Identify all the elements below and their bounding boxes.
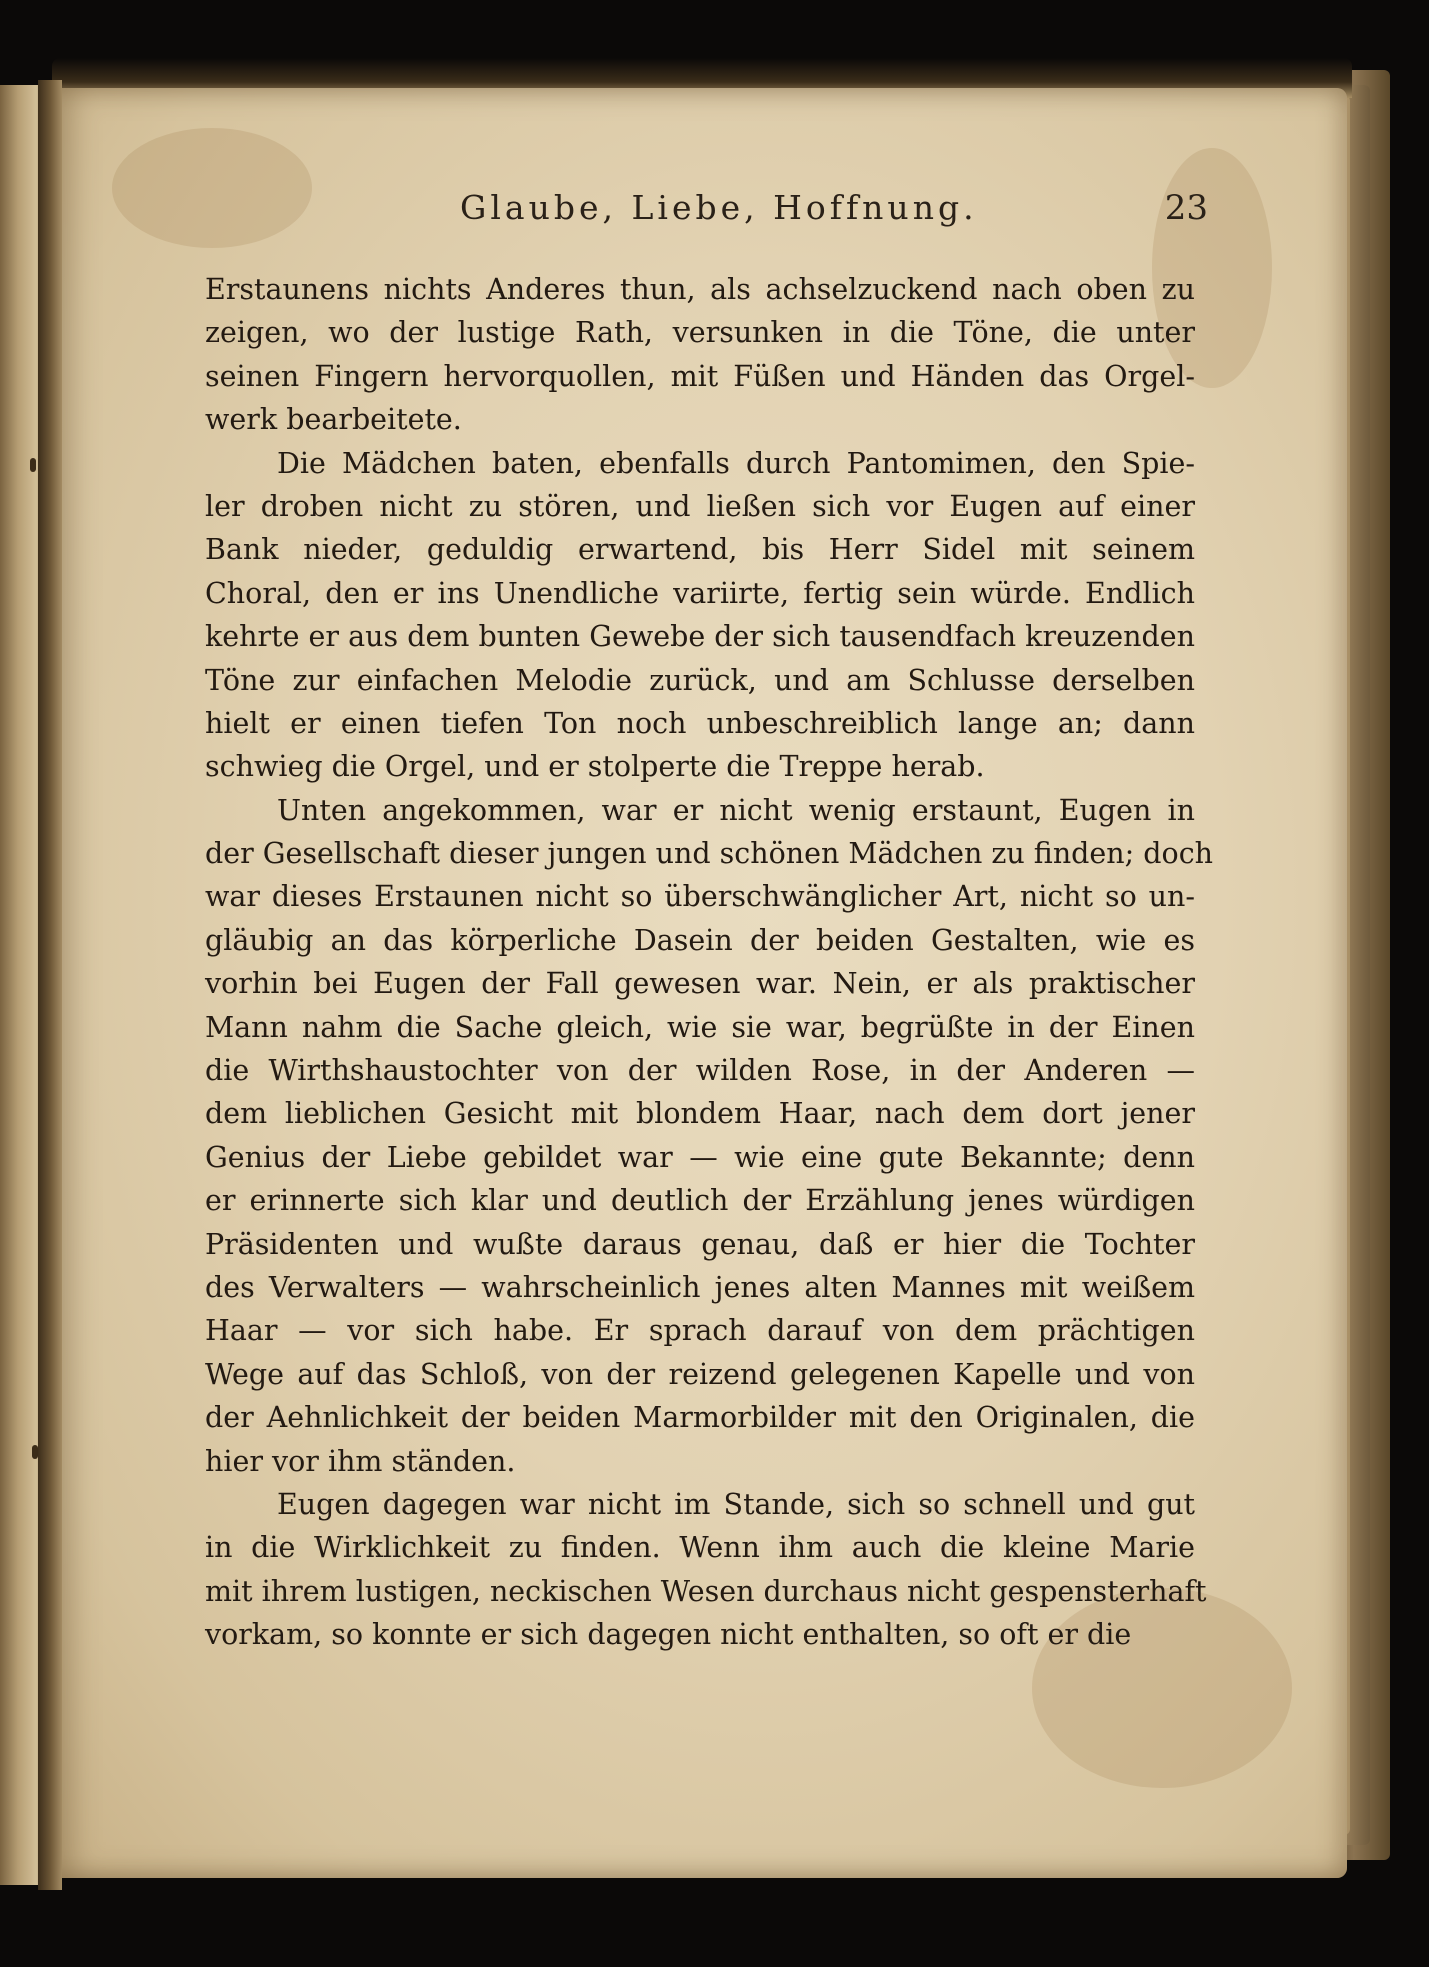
text-line: Erstaunens nichts Anderes thun, als achselzuckend nach oben zu [205, 273, 1195, 306]
text-line: Unten angekommen, war er nicht wenig erstaunt, Eugen in [277, 793, 1195, 827]
book-gutter [38, 80, 62, 1890]
running-title: Glaube, Liebe, Hoffnung. [460, 188, 978, 227]
text-line: Wege auf das Schloß, von der reizend gelegenen Kapelle und von [205, 1357, 1195, 1391]
text-line: Haar — vor sich habe. Er sprach darauf von dem prächtigen [205, 1314, 1195, 1348]
text-line: ler droben nicht zu stören, und ließen sich vor Eugen auf einer [205, 489, 1195, 523]
text-line: Mann nahm die Sache gleich, wie sie war, begrüßte in der Einen [205, 1010, 1195, 1044]
text-line: Genius der Liebe gebildet war — wie eine gute Bekannte; denn [205, 1140, 1195, 1174]
text-line: Bank nieder, geduldig erwartend, bis Herr Sidel mit seinem [205, 533, 1195, 567]
text-line: hier vor ihm ständen. [205, 1444, 516, 1478]
paragraph [205, 789, 1214, 1483]
text-line: vorkam, so konnte er sich dagegen nicht enthalten, so oft er die [205, 1618, 1132, 1652]
text-line: der Aehnlichkeit der beiden Marmorbilder mit den Originalen, die [205, 1401, 1195, 1435]
text-line: kehrte er aus dem bunten Gewebe der sich tausendfach kreuzenden [205, 620, 1195, 654]
text-line: schwieg die Orgel, und er stolperte die Treppe herab. [205, 750, 985, 784]
text-line: seinen Fingern hervorquollen, mit Füßen und Händen das Orgel- [205, 359, 1195, 393]
paragraph [205, 442, 1195, 789]
text-line: der Gesellschaft dieser jungen und schönen Mädchen zu finden; doch [205, 837, 1214, 871]
text-line: die Wirthshaustochter von der wilden Rose, in der Anderen — [205, 1054, 1195, 1088]
text-line: Eugen dagegen war nicht im Stande, sich so schnell und gut [277, 1487, 1195, 1521]
text-line: in die Wirklichkeit zu finden. Wenn ihm auch die kleine Marie [205, 1531, 1195, 1565]
text-line: er erinnerte sich klar und deutlich der Erzählung jenes würdigen [205, 1184, 1195, 1218]
binding-mark [30, 458, 36, 472]
text-line: Die Mädchen baten, ebenfalls durch Pantomimen, den Spie- [277, 446, 1195, 480]
text-line: Töne zur einfachen Melodie zurück, und am Schlusse derselben [205, 663, 1195, 697]
binding-mark [32, 1445, 38, 1459]
text-line: vorhin bei Eugen der Fall gewesen war. Nein, er als praktischer [205, 967, 1195, 1001]
page-number: 23 [1164, 188, 1208, 228]
text-line: dem lieblichen Gesicht mit blondem Haar, nach dem dort jener [205, 1097, 1195, 1131]
text-line: hielt er einen tiefen Ton noch unbeschreiblich lange an; dann [205, 706, 1195, 740]
page-header [100, 188, 1208, 238]
text-line: werk bearbeitete. [205, 403, 462, 437]
body-text [205, 268, 1214, 1657]
text-line: gläubig an das körperliche Dasein der beiden Gestalten, wie es [205, 923, 1195, 957]
paragraph [205, 268, 1195, 442]
text-line: mit ihrem lustigen, neckischen Wesen durchaus nicht gespensterhaft [205, 1574, 1207, 1608]
paragraph [205, 1483, 1207, 1657]
text-line: zeigen, wo der lustige Rath, versunken in die Töne, die unter [205, 316, 1195, 350]
text-line: des Verwalters — wahrscheinlich jenes alten Mannes mit weißem [205, 1270, 1195, 1304]
text-line: Präsidenten und wußte daraus genau, daß er hier die Tochter [205, 1227, 1195, 1261]
text-line: war dieses Erstaunen nicht so überschwänglicher Art, nicht so un- [205, 880, 1195, 914]
text-line: Choral, den er ins Unendliche variirte, fertig sein würde. Endlich [205, 576, 1195, 610]
